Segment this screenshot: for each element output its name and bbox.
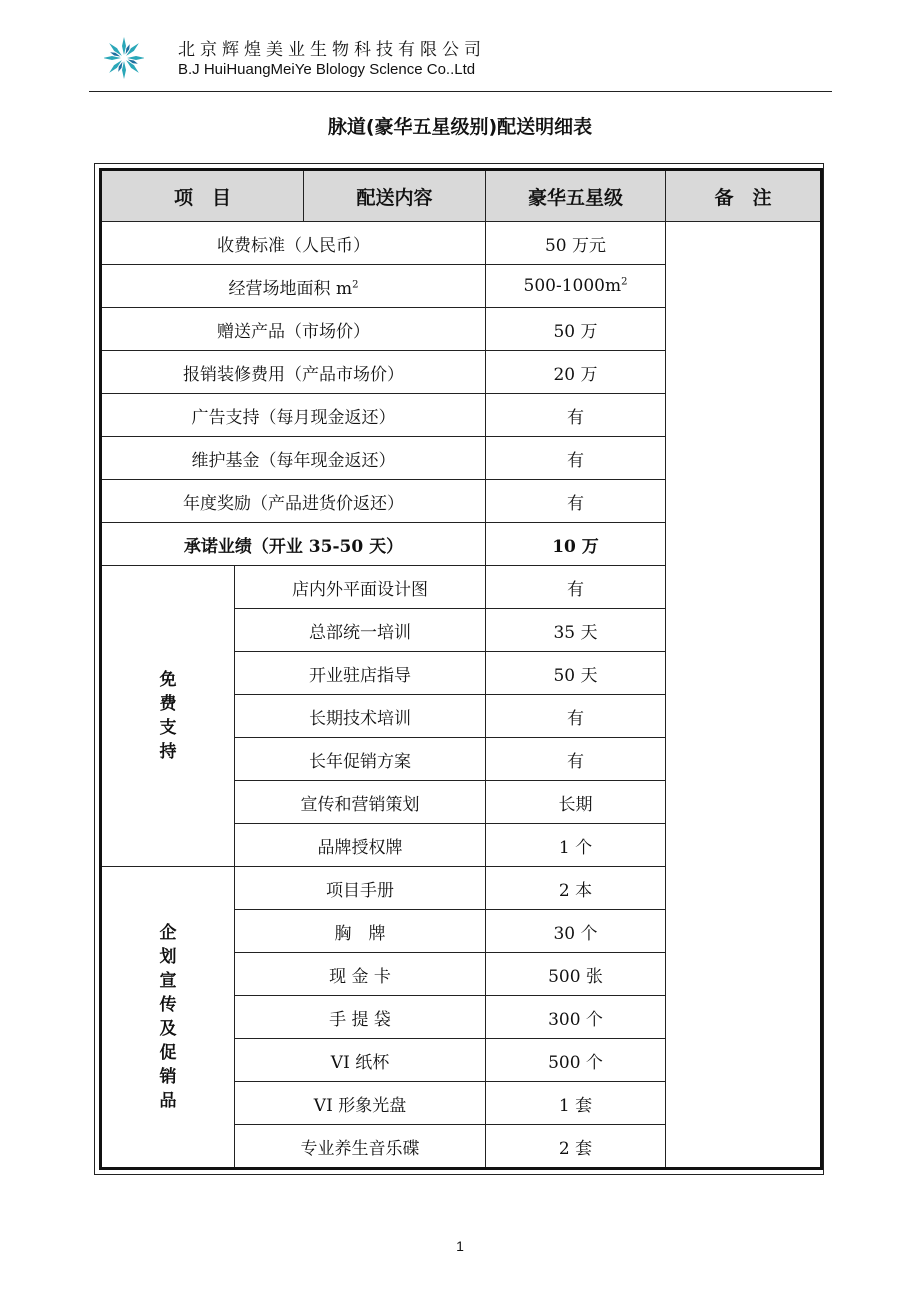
row-value: 有 xyxy=(486,566,666,609)
row-value xyxy=(486,437,666,480)
row-item: 长期技术培训 xyxy=(235,695,486,738)
row-value-text: 500-1000m xyxy=(523,276,622,296)
header-level: 豪华五星级 xyxy=(486,170,666,222)
row-value: 35 天 xyxy=(486,609,666,652)
row-item-text: 广告支持（每月现金返还） xyxy=(191,407,396,428)
row-value xyxy=(486,394,666,437)
row-value: 1 套 xyxy=(486,1082,666,1125)
promo-label xyxy=(101,867,235,1169)
header-remark: 备 注 xyxy=(666,170,822,222)
row-value-text: 10 万 xyxy=(552,536,599,557)
row-item-text: 报销装修费用（产品市场价） xyxy=(183,364,404,385)
row-item: 现 金 卡 xyxy=(235,953,486,996)
row-value xyxy=(486,523,666,566)
row-value xyxy=(486,351,666,394)
row-item-text: 收费标准（人民币） xyxy=(217,235,370,256)
row-item xyxy=(101,308,486,351)
row-item: 专业养生音乐碟 xyxy=(235,1125,486,1169)
row-item: 品牌授权牌 xyxy=(235,824,486,867)
row-value-text: 有 xyxy=(567,493,584,514)
table-row xyxy=(101,222,822,265)
company-name-chinese: 北京辉煌美业生物科技有限公司 xyxy=(178,40,486,60)
row-value-text: 20 万 xyxy=(553,364,598,385)
row-value: 2 本 xyxy=(486,867,666,910)
table-header-row xyxy=(101,170,822,222)
row-item: 店内外平面设计图 xyxy=(235,566,486,609)
row-value xyxy=(486,265,666,308)
remark-cell xyxy=(666,222,822,1169)
page-number: 1 xyxy=(456,1238,464,1254)
row-item xyxy=(101,437,486,480)
header-divider xyxy=(89,91,832,92)
row-value: 500 个 xyxy=(486,1039,666,1082)
row-item: 长年促销方案 xyxy=(235,738,486,781)
row-value: 30 个 xyxy=(486,910,666,953)
row-item-text: 经营场地面积 m xyxy=(228,278,353,299)
row-value xyxy=(486,308,666,351)
delivery-detail-table xyxy=(99,168,823,1170)
row-item-text: 赠送产品（市场价） xyxy=(217,321,370,342)
row-item: VI 纸杯 xyxy=(235,1039,486,1082)
row-item: 手 提 袋 xyxy=(235,996,486,1039)
row-value xyxy=(486,222,666,265)
starburst-logo-icon xyxy=(104,36,144,80)
superscript: 2 xyxy=(352,278,359,290)
row-value: 300 个 xyxy=(486,996,666,1039)
company-name-english: B.J HuiHuangMeiYe Blology Sclence Co..Ltd xyxy=(178,61,476,78)
document-title: 脉道(豪华五星级别)配送明细表 xyxy=(327,116,593,138)
row-item xyxy=(101,222,486,265)
row-item-text: 承诺业绩（开业 35-50 天） xyxy=(183,536,404,557)
row-value: 2 套 xyxy=(486,1125,666,1169)
row-item xyxy=(101,265,486,308)
promo-label-text: 企划宣传及促销品 xyxy=(159,923,177,1111)
row-value-text: 50 万 xyxy=(553,321,598,342)
row-item xyxy=(101,523,486,566)
row-value-text: 50 万元 xyxy=(544,235,607,256)
header-item: 项 目 xyxy=(101,170,304,222)
row-value: 有 xyxy=(486,695,666,738)
row-item-text: 年度奖励（产品进货价返还） xyxy=(183,493,404,514)
row-item xyxy=(101,480,486,523)
row-value xyxy=(486,480,666,523)
row-item xyxy=(101,351,486,394)
row-item: 总部统一培训 xyxy=(235,609,486,652)
row-item xyxy=(101,394,486,437)
row-value: 有 xyxy=(486,738,666,781)
row-value-text: 有 xyxy=(567,450,584,471)
free-support-label xyxy=(101,566,235,867)
superscript: 2 xyxy=(621,276,628,288)
row-item-text: 维护基金（每年现金返还） xyxy=(191,450,396,471)
free-support-label-text: 免费支持 xyxy=(159,670,177,762)
row-value: 1 个 xyxy=(486,824,666,867)
row-value: 50 天 xyxy=(486,652,666,695)
row-value: 长期 xyxy=(486,781,666,824)
row-item: 项目手册 xyxy=(235,867,486,910)
row-value: 500 张 xyxy=(486,953,666,996)
row-item: 开业驻店指导 xyxy=(235,652,486,695)
row-item: 胸 牌 xyxy=(235,910,486,953)
row-item: VI 形象光盘 xyxy=(235,1082,486,1125)
row-item: 宣传和营销策划 xyxy=(235,781,486,824)
header-content: 配送内容 xyxy=(304,170,486,222)
row-value-text: 有 xyxy=(567,407,584,428)
